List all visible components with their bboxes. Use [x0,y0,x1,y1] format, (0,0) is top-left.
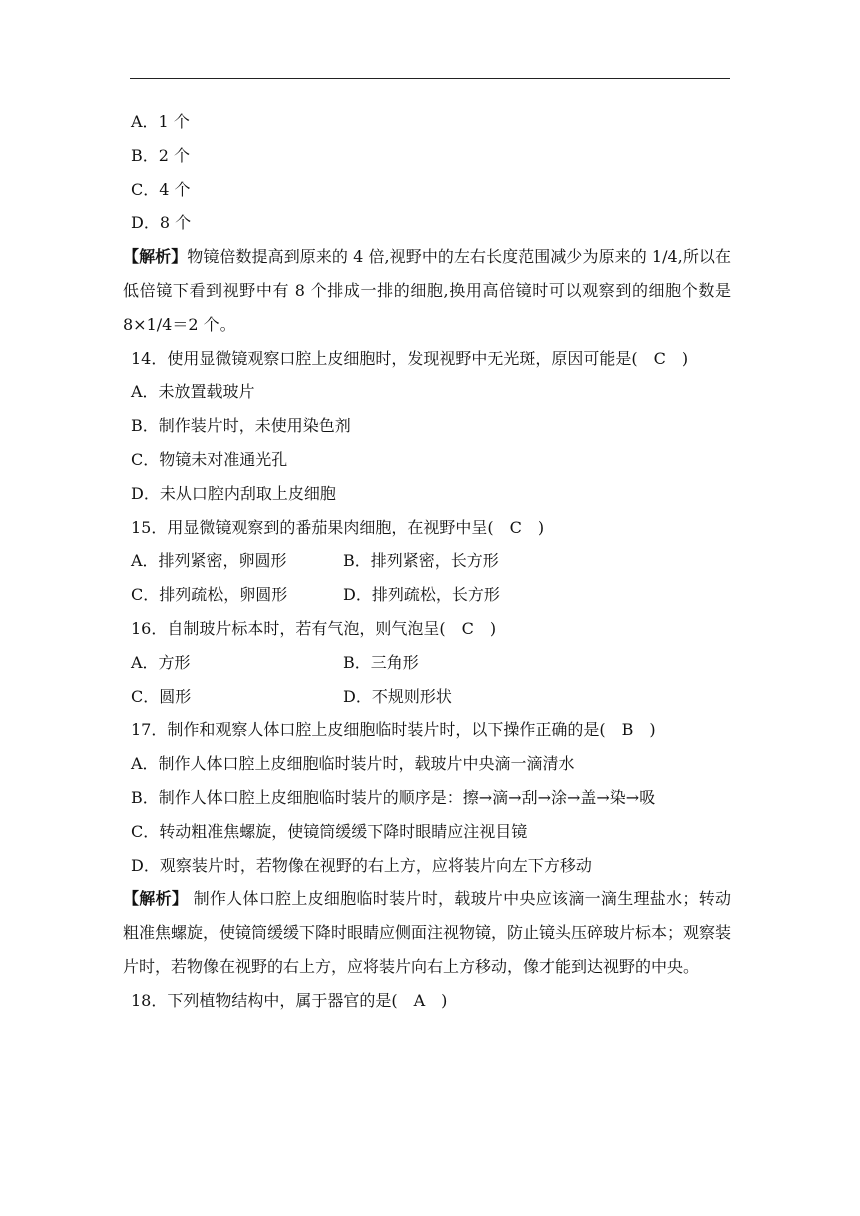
header-rule [130,78,730,79]
analysis-label: 【解析】 [123,247,188,267]
analysis-label: 【解析】 [123,889,189,909]
page-content [123,105,732,1018]
q13-option-d: D．8 个 [131,213,192,233]
q16-option-d: D．不规则形状 [343,686,452,706]
q16-stem: 16．自制玻片标本时，若有气泡，则气泡呈( C ) [131,618,497,638]
q14-option-d: D．未从口腔内刮取上皮细胞 [131,483,336,503]
q15-option-b: B．排列紧密，长方形 [343,551,499,571]
q17-stem: 17．制作和观察人体口腔上皮细胞临时装片时，以下操作正确的是( B ) [131,720,656,740]
q15-option-c: C．排列疏松，卵圆形 [131,585,288,605]
q15-options-row-2 [131,578,731,612]
q15-stem: 15．用显微镜观察到的番茄果肉细胞，在视野中呈( C ) [131,517,545,537]
q15-option-d: D．排列疏松，长方形 [343,585,500,605]
q13-option-c: C．4 个 [131,179,191,199]
analysis-text: 制作人体口腔上皮细胞临时装片时，载玻片中央应该滴一滴生理盐水；转动粗准焦螺旋，使镜筒缓缓下降时眼睛应侧面注视物镜，防止镜头压碎玻片标本；观察装片时，若物像在视野的右上方，应将装片向右上方移动，像才能到达视野的中央。 [123,889,732,976]
q16-options-row-2 [131,680,731,714]
q15-options-row-1 [131,544,731,578]
q17-analysis [123,882,731,983]
q13-analysis [123,240,731,341]
analysis-text: 物镜倍数提高到原来的 4 倍,视野中的左右长度范围减少为原来的 1/4,所以在低倍镜下看到视野中有 8 个排成一排的细胞,换用高倍镜时可以观察到的细胞个数是 8×1/4＝2 个。 [123,247,731,334]
q16-option-c: C．圆形 [131,686,192,706]
q17-option-b: B．制作人体口腔上皮细胞临时装片的顺序是：擦→滴→刮→涂→盖→染→吸 [131,787,656,807]
q13-option-a: A．1 个 [131,112,190,131]
q18-stem: 18．下列植物结构中，属于器官的是( A ) [131,990,448,1010]
q17-option-d: D．观察装片时，若物像在视野的右上方，应将装片向左下方移动 [131,855,592,875]
q16-option-b: B．三角形 [343,652,419,672]
q16-option-a: A．方形 [131,652,191,672]
q14-option-c: C．物镜未对准通光孔 [131,449,288,469]
q14-option-a: A．未放置载玻片 [131,382,255,402]
q15-option-a: A．排列紧密，卵圆形 [131,551,287,571]
q14-stem: 14．使用显微镜观察口腔上皮细胞时，发现视野中无光斑，原因可能是( C ) [131,348,689,368]
q14-option-b: B．制作装片时，未使用染色剂 [131,416,351,436]
q16-options-row-1 [131,646,731,680]
q17-option-c: C．转动粗准焦螺旋，使镜筒缓缓下降时眼睛应注视目镜 [131,821,528,841]
q17-option-a: A．制作人体口腔上皮细胞临时装片时，载玻片中央滴一滴清水 [131,754,575,774]
q13-option-b: B．2 个 [131,145,191,165]
